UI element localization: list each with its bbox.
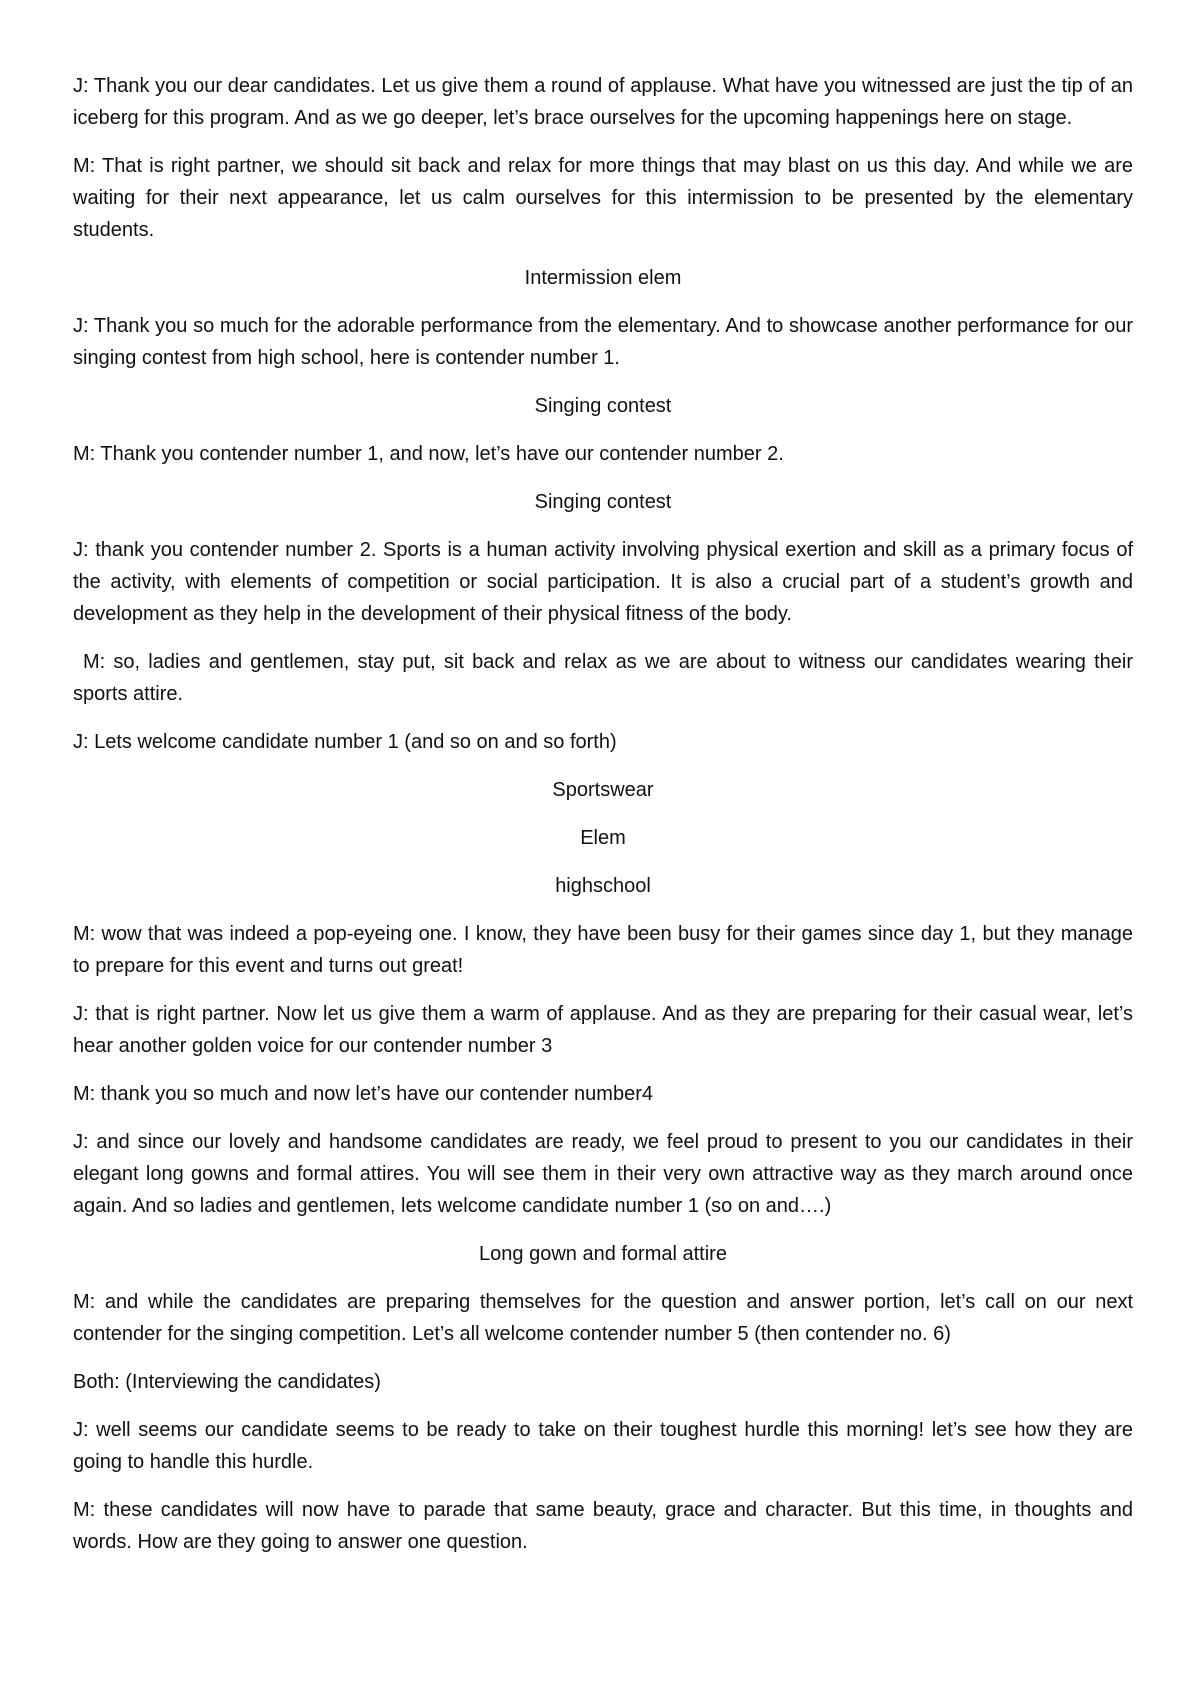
segment-heading: highschool xyxy=(555,875,651,897)
segment-heading: Elem xyxy=(580,827,626,849)
paragraph-dialogue: J: that is right partner. Now let us give them a warm of applause. And as they are preparing for their casual wear, let’s hear another golden voice for our contender number 3 xyxy=(73,1003,1133,1057)
paragraph-dialogue: J: thank you contender number 2. Sports is a human activity involving physical exertion and skill as a primary focus of the activity, with elements of competition or social participation. It is also a crucial part of a student’s growth and development as they help in the development of their physical fitness of the body. xyxy=(73,539,1133,625)
paragraph-dialogue: M: Thank you contender number 1, and now, let’s have our contender number 2. xyxy=(73,443,784,465)
paragraph-dialogue: M: thank you so much and now let’s have our contender number4 xyxy=(73,1083,653,1105)
segment-heading: Intermission elem xyxy=(524,267,682,289)
document-page xyxy=(73,70,1133,1574)
paragraph-dialogue: Both: (Interviewing the candidates) xyxy=(73,1371,381,1393)
segment-heading: Long gown and formal attire xyxy=(479,1243,727,1265)
paragraph-dialogue: J: Thank you our dear candidates. Let us give them a round of applause. What have you witnessed are just the tip of an iceberg for this program. And as we go deeper, let’s brace ourselves for the upcoming happenings here on stage. xyxy=(73,75,1133,129)
paragraph-dialogue: M: and while the candidates are preparing themselves for the question and answer portion, let’s call on our next contender for the singing competition. Let’s all welcome contender number 5 (then contender no. 6) xyxy=(73,1291,1133,1345)
paragraph-dialogue: M: these candidates will now have to parade that same beauty, grace and character. But this time, in thoughts and words. How are they going to answer one question. xyxy=(73,1499,1133,1553)
paragraph-dialogue: J: well seems our candidate seems to be ready to take on their toughest hurdle this morning! let’s see how they are going to handle this hurdle. xyxy=(73,1419,1133,1473)
segment-heading: Singing contest xyxy=(534,491,672,513)
paragraph-dialogue: J: and since our lovely and handsome candidates are ready, we feel proud to present to you our candidates in their elegant long gowns and formal attires. You will see them in their very own attractive way as they march around once again. And so ladies and gentlemen, lets welcome candidate number 1 (so on and….) xyxy=(73,1131,1133,1217)
paragraph-dialogue: M: so, ladies and gentlemen, stay put, sit back and relax as we are about to witness our candidates wearing their sports attire. xyxy=(73,651,1133,705)
paragraph-dialogue: M: wow that was indeed a pop-eyeing one. I know, they have been busy for their games since day 1, but they manage to prepare for this event and turns out great! xyxy=(73,923,1133,977)
paragraph-dialogue: M: That is right partner, we should sit back and relax for more things that may blast on us this day. And while we are waiting for their next appearance, let us calm ourselves for this intermission to be presented by the elementary students. xyxy=(73,155,1133,241)
segment-heading: Singing contest xyxy=(534,395,672,417)
segment-heading: Sportswear xyxy=(552,779,654,801)
paragraph-dialogue: J: Lets welcome candidate number 1 (and so on and so forth) xyxy=(73,731,617,753)
paragraph-dialogue: J: Thank you so much for the adorable performance from the elementary. And to showcase another performance for our singing contest from high school, here is contender number 1. xyxy=(73,315,1133,369)
